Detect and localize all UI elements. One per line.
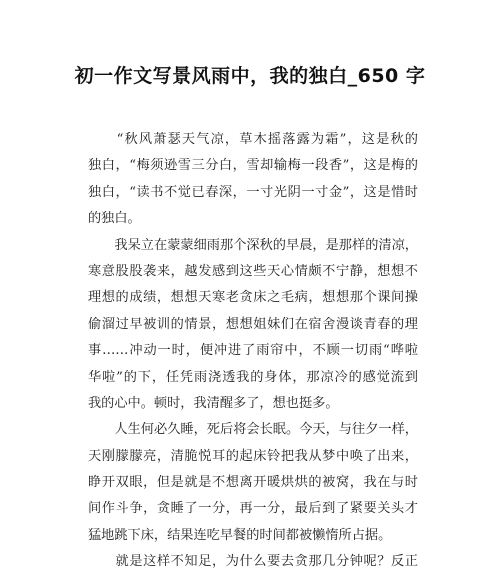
paragraph-line: 间作斗争，贪睡了一分，再一分，最后到了紧要关头才 <box>88 501 418 517</box>
paragraph-line: 睁开双眼，但是就是不想离开暖烘烘的被窝，我在与时 <box>88 475 418 491</box>
paragraph-line: 就是这样不知足，为什么要去贪那几分钟呢？反正 <box>88 554 418 570</box>
paragraph-line: 天刚朦朦亮，清脆悦耳的起床铃把我从梦中唤了出来， <box>88 448 418 464</box>
paragraph-line: 我的心中。顿时，我清醒多了，想也挺多。 <box>88 395 339 411</box>
document-title: 初一作文写景风雨中，我的独白_650 字 <box>74 65 426 87</box>
document-body <box>88 127 418 576</box>
paragraph-line: 人生何必久睡，死后将会长眠。今天，与往夕一样， <box>88 422 418 438</box>
paragraph-line: “秋风萧瑟天气凉，草木摇落露为霜”，这是秋的 <box>88 132 418 147</box>
paragraph-line: 的独白。 <box>88 211 141 227</box>
paragraph-line: 理想的成绩，想想天寒老贪床之毛病，想想那个课间操 <box>88 290 418 306</box>
paragraph-line: 寒意股股袭来，越发感到这些天心情颇不宁静，想想不 <box>88 263 418 279</box>
paragraph-line: 偷溜过早被训的情景，想想姐妹们在宿舍漫谈青春的理 <box>88 316 418 332</box>
paragraph-line: 我呆立在蒙蒙细雨那个深秋的早晨，是那样的清凉， <box>88 237 418 253</box>
paragraph-line: 独白，“读书不觉已春深，一寸光阴一寸金”，这是惜时 <box>88 184 418 200</box>
paragraph-line: 独白，“梅须逊雪三分白，雪却输梅一段香”，这是梅的 <box>88 158 418 174</box>
paragraph-line: 华啦”的下，任凭雨浇透我的身体，那凉冷的感觉流到 <box>88 369 418 385</box>
paragraph-line: 事……冲动一时，便冲进了雨帘中，不顾一切雨“哗啦 <box>88 343 418 359</box>
paragraph-line: 猛地跳下床，结果连吃早餐的时间都被懒惰所占据。 <box>88 527 392 543</box>
